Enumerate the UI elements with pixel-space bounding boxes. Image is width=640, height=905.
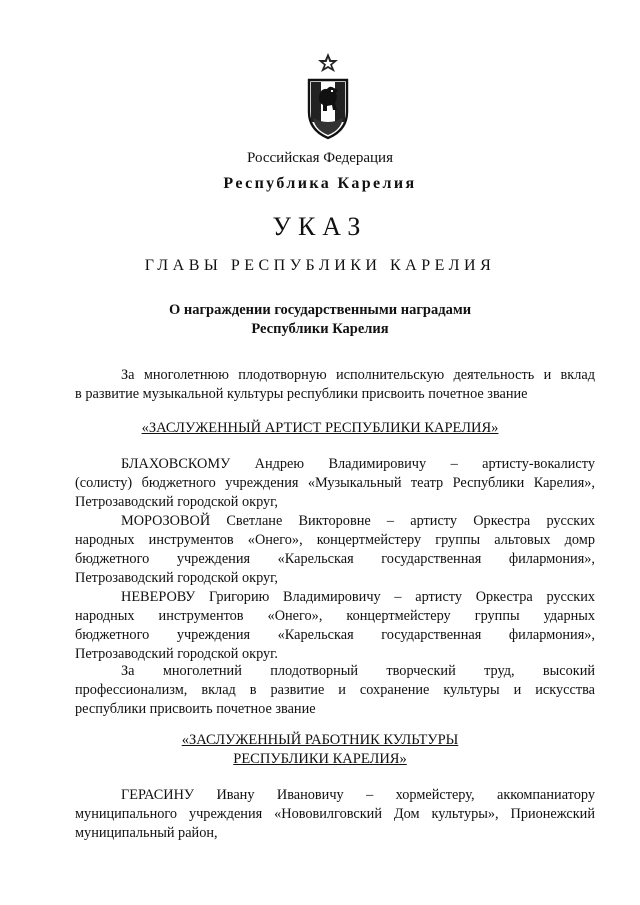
- awardee-entry: [75, 455, 595, 512]
- country-name: Российская Федерация: [247, 150, 393, 166]
- honorary-title-culture-worker: [0, 731, 640, 769]
- subject-line: Республики Карелия: [251, 321, 389, 337]
- awardee-entry: [75, 588, 595, 664]
- text-line: профессионализм, вклад в развитие и сохранение культуры и искусства: [75, 682, 595, 698]
- text-line: МОРОЗОВОЙ Светлане Викторовне – артисту Оркестра русских: [121, 513, 595, 529]
- text-line: Петрозаводский городской округ,: [75, 570, 278, 586]
- text-line: бюджетного учреждения «Карельская государственная филармония»,: [75, 551, 595, 567]
- text-line: За многолетний плодотворный творческий труд, высокий: [121, 663, 595, 679]
- text-line: муниципального учреждения «Нововилговский Дом культуры», Прионежский: [75, 806, 595, 822]
- text-line: ГЕРАСИНУ Ивану Ивановичу – хормейстеру, аккомпаниатору: [121, 787, 595, 803]
- text-line: муниципальный район,: [75, 825, 218, 841]
- text-line: народных инструментов «Онего», концертмейстеру группы альтовых домр: [75, 532, 595, 548]
- document-type: УКАЗ: [272, 212, 368, 241]
- text-line: За многолетнюю плодотворную исполнительскую деятельность и вклад: [121, 367, 595, 383]
- text-line: БЛАХОВСКОМУ Андрею Владимировичу – артисту-вокалисту: [121, 456, 595, 472]
- text-line: (солисту) бюджетного учреждения «Музыкальный театр Республики Карелия»,: [75, 475, 595, 491]
- text-line: Петрозаводский городской округ.: [75, 646, 278, 662]
- issuer-title: ГЛАВЫ РЕСПУБЛИКИ КАРЕЛИЯ: [144, 257, 496, 274]
- awardee-entry: [75, 786, 595, 843]
- text-line: НЕВЕРОВУ Григорию Владимировичу – артисту Оркестра русских: [121, 589, 595, 605]
- text-line: в развитие музыкальной культуры республики присвоить почетное звание: [75, 386, 528, 402]
- section1-intro: [75, 366, 595, 404]
- title-line: «ЗАСЛУЖЕННЫЙ РАБОТНИК КУЛЬТУРЫ: [181, 732, 459, 748]
- text-line: республики присвоить почетное звание: [75, 701, 316, 717]
- republic-name: Республика Карелия: [223, 175, 417, 192]
- text-line: народных инструментов «Онего», концертмейстеру группы ударных: [75, 608, 595, 624]
- text-line: Петрозаводский городской округ,: [75, 494, 278, 510]
- karelia-coat-of-arms-icon: [305, 52, 351, 140]
- subject-line: О награждении государственными наградами: [168, 302, 472, 318]
- honorary-title-artist: «ЗАСЛУЖЕННЫЙ АРТИСТ РЕСПУБЛИКИ КАРЕЛИЯ»: [141, 420, 499, 436]
- decree-subject: [0, 301, 640, 339]
- section2-intro: [75, 662, 595, 719]
- title-line: РЕСПУБЛИКИ КАРЕЛИЯ»: [233, 751, 407, 767]
- awardee-entry: [75, 512, 595, 588]
- text-line: бюджетного учреждения «Карельская государственная филармония»,: [75, 627, 595, 643]
